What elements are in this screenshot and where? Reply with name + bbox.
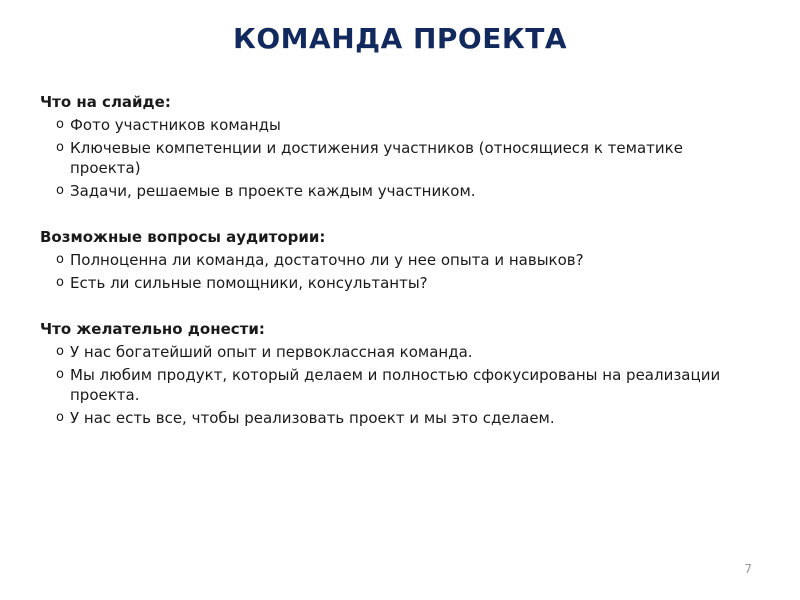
page-number: 7 <box>744 562 752 576</box>
slide-content <box>40 92 740 454</box>
bullet-list <box>40 250 740 293</box>
circle-bullet-icon: o <box>56 183 64 198</box>
list-item <box>40 408 740 428</box>
list-item <box>40 342 740 362</box>
section-audience-questions <box>40 227 740 293</box>
section-key-messages <box>40 319 740 428</box>
list-item-text: Есть ли сильные помощники, консультанты? <box>70 274 428 292</box>
circle-bullet-icon: o <box>56 410 64 425</box>
circle-bullet-icon: o <box>56 252 64 267</box>
list-item <box>40 250 740 270</box>
section-heading: Что желательно донести: <box>40 320 265 338</box>
list-item <box>40 138 740 178</box>
list-item <box>40 115 740 135</box>
list-item-text: У нас богатейший опыт и первоклассная команда. <box>70 343 473 361</box>
list-item <box>40 181 740 201</box>
bullet-list <box>40 342 740 428</box>
section-heading: Что на слайде: <box>40 93 171 111</box>
section-on-slide <box>40 92 740 201</box>
list-item-text: Ключевые компетенции и достижения участников (относящиеся к тематике проекта) <box>70 139 683 177</box>
list-item-text: У нас есть все, чтобы реализовать проект и мы это сделаем. <box>70 409 555 427</box>
slide-title: КОМАНДА ПРОЕКТА <box>232 22 568 55</box>
list-item-text: Фото участников команды <box>70 116 281 134</box>
list-item-text: Полноценна ли команда, достаточно ли у нее опыта и навыков? <box>70 251 584 269</box>
circle-bullet-icon: o <box>56 275 64 290</box>
circle-bullet-icon: o <box>56 367 64 382</box>
circle-bullet-icon: o <box>56 117 64 132</box>
circle-bullet-icon: o <box>56 344 64 359</box>
list-item <box>40 273 740 293</box>
list-item-text: Мы любим продукт, который делаем и полностью сфокусированы на реализации проекта. <box>70 366 721 404</box>
bullet-list <box>40 115 740 201</box>
list-item-text: Задачи, решаемые в проекте каждым участником. <box>70 182 476 200</box>
circle-bullet-icon: o <box>56 140 64 155</box>
section-heading: Возможные вопросы аудитории: <box>40 228 326 246</box>
list-item <box>40 365 740 405</box>
